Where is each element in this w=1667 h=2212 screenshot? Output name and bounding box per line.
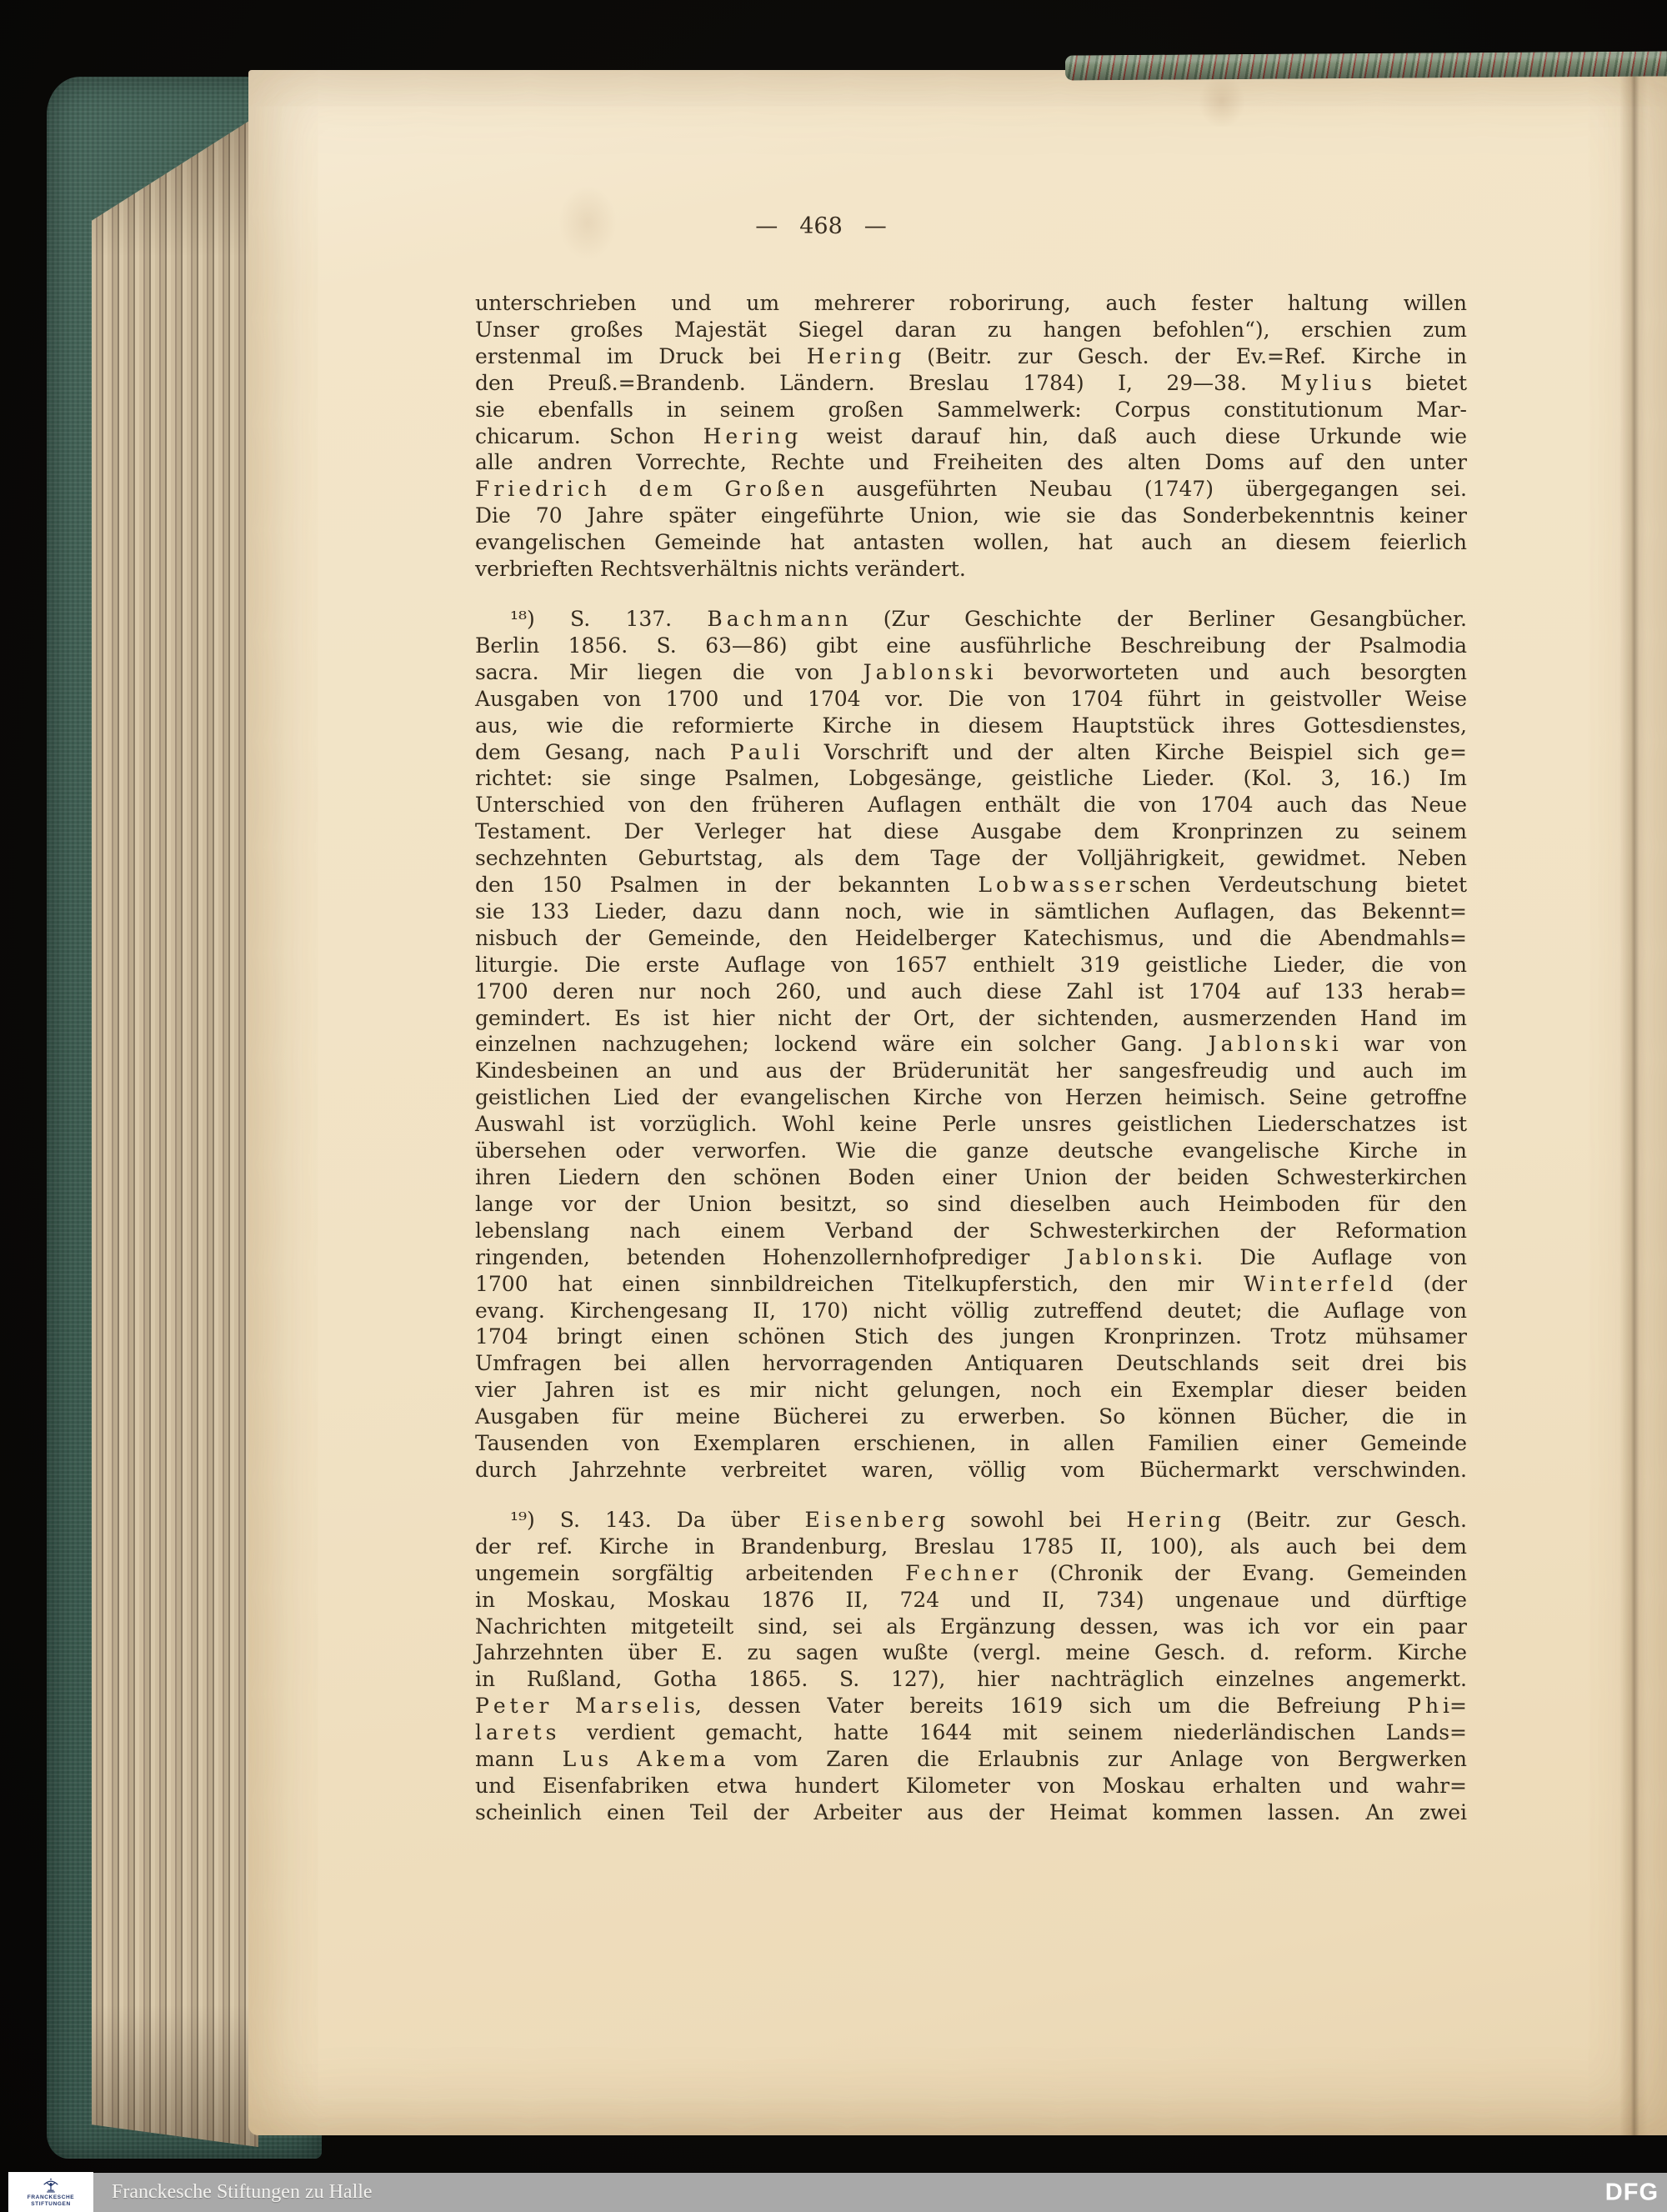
page-stack-edge bbox=[92, 115, 258, 2147]
text-line: vier Jahren ist es mir nicht gelungen, noch ein Exemplar dieser beiden bbox=[475, 1378, 1467, 1403]
scan-stain bbox=[1199, 75, 1245, 128]
text-line: durch Jahrzehnte verbreitet waren, völlig vom Büchermarkt verschwinden. bbox=[475, 1457, 1467, 1482]
text-line: Tausenden von Exemplaren erschienen, in allen Familien einer Gemeinde bbox=[475, 1431, 1467, 1456]
text-line: aus, wie die reformierte Kirche in diesem Hauptstück ihres Gottesdienstes, bbox=[475, 713, 1467, 738]
text-line: 1700 hat einen sinnbildreichen Titelkupferstich, den mir W i n t e r f e l d (der bbox=[475, 1271, 1467, 1296]
text-line: sie 133 Lieder, dazu dann noch, wie in sämtlichen Auflagen, das Bekennt= bbox=[475, 898, 1467, 923]
page-number: 468 bbox=[799, 213, 843, 239]
institution-logo-text-line1: FRANCKESCHE bbox=[27, 2194, 75, 2200]
institution-name: Franckesche Stiftungen zu Halle bbox=[112, 2181, 373, 2203]
text-line: Auswahl ist vorzüglich. Wohl keine Perle unsres geistlichen Liederschatzes ist bbox=[475, 1112, 1467, 1137]
text-line: sechzehnten Geburtstag, als dem Tage der Volljährigkeit, gewidmet. Neben bbox=[475, 846, 1467, 871]
page-gutter-crease bbox=[1619, 70, 1648, 2135]
text-line: ungemein sorgfältig arbeitenden F e c h n e r (Chronik der Evang. Gemeinden bbox=[475, 1560, 1467, 1585]
text-line: evangelischen Gemeinde hat antasten wollen, hat auch an diesem feierlich bbox=[475, 530, 1467, 555]
text-line: geistlichen Lied der evangelischen Kirche von Herzen heimisch. Seine getroffne bbox=[475, 1085, 1467, 1110]
text-line: Unterschied von den früheren Auflagen enthält die von 1704 auch das Neue bbox=[475, 793, 1467, 818]
text-line: evang. Kirchengesang II, 170) nicht völlig zutreffend deutet; die Auflage von bbox=[475, 1298, 1467, 1323]
text-line: den 150 Psalmen in der bekannten L o b w a s s e r schen Verdeutschung bietet bbox=[475, 873, 1467, 898]
text-line: P e t e r M a r s e l i s, dessen Vater bereits 1619 sich um die Befreiung P h i= bbox=[475, 1694, 1467, 1719]
institution-logo-text-line2: STIFTUNGEN bbox=[31, 2201, 71, 2207]
text-line: chicarum. Schon H e r i n g weist darauf hin, daß auch diese Urkunde wie bbox=[475, 423, 1467, 448]
text-line: mann L u s A k e m a vom Zaren die Erlaubnis zur Anlage von Bergwerken bbox=[475, 1747, 1467, 1772]
text-line: einzelnen nachzugehen; lockend wäre ein solcher Gang. J a b l o n s k i war von bbox=[475, 1032, 1467, 1057]
footnote-17-continuation bbox=[475, 290, 1467, 583]
text-line: und Eisenfabriken etwa hundert Kilometer von Moskau erhalten und wahr= bbox=[475, 1773, 1467, 1798]
text-line: Nachrichten mitgeteilt sind, sei als Ergänzung dessen, was ich vor ein paar bbox=[475, 1614, 1467, 1639]
text-line: dem Gesang, nach P a u l i Vorschrift und der alten Kirche Beispiel sich ge= bbox=[475, 739, 1467, 764]
text-line: Ausgaben für meine Bücherei zu erwerben. So können Bücher, die in bbox=[475, 1404, 1467, 1429]
institution-logo[interactable] bbox=[8, 2172, 93, 2212]
text-line: ¹⁸) S. 137. B a c h m a n n (Zur Geschichte der Berliner Gesangbücher. bbox=[510, 606, 1467, 631]
text-line: Ausgaben von 1700 und 1704 vor. Die von 1704 führt in geistvoller Weise bbox=[475, 686, 1467, 711]
text-line: l a r e t s verdient gemacht, hatte 1644 mit seinem niederländischen Lands= bbox=[475, 1720, 1467, 1745]
text-line: lebenslang nach einem Verband der Schwesterkirchen der Reformation bbox=[475, 1218, 1467, 1243]
text-line: nisbuch der Gemeinde, den Heidelberger Katechismus, und die Abendmahls= bbox=[475, 925, 1467, 950]
text-line: sie ebenfalls in seinem großen Sammelwerk: Corpus constitutionum Mar- bbox=[475, 397, 1467, 422]
text-line: in Moskau, Moskau 1876 II, 724 und II, 734) ungenaue und dürftige bbox=[475, 1587, 1467, 1612]
text-line: Jahrzehnten über E. zu sagen wußte (vergl. meine Gesch. d. reform. Kirche bbox=[475, 1640, 1467, 1665]
book-headband bbox=[1065, 51, 1667, 80]
page-header-dash-right: — bbox=[864, 213, 887, 239]
text-line: ¹⁹) S. 143. Da über E i s e n b e r g sowohl bei H e r i n g (Beitr. zur Gesch. bbox=[510, 1507, 1467, 1532]
text-line: 1700 deren nur noch 260, und auch diese Zahl ist 1704 auf 133 herab= bbox=[475, 978, 1467, 1003]
footnote-18 bbox=[475, 606, 1467, 1484]
text-line: sacra. Mir liegen die von J a b l o n s k i bevorworteten und auch besorgten bbox=[475, 659, 1467, 684]
text-line: den Preuß.=Brandenb. Ländern. Breslau 1784) I, 29—38. M y l i u s bietet bbox=[475, 370, 1467, 395]
text-line: unterschrieben und um mehrerer roborirung, auch fester haltung willen bbox=[475, 291, 1467, 315]
text-line: in Rußland, Gotha 1865. S. 127), hier nachträglich einzelnes angemerkt. bbox=[475, 1667, 1467, 1692]
text-line: übersehen oder verworfen. Wie die ganze deutsche evangelische Kirche in bbox=[475, 1139, 1467, 1164]
text-line: ihren Liedern den schönen Boden einer Union der beiden Schwesterkirchen bbox=[475, 1165, 1467, 1189]
text-line: Unser großes Majestät Siegel daran zu hangen befohlen“), erschien zum bbox=[475, 317, 1467, 342]
text-line: alle andren Vorrechte, Rechte und Freiheiten des alten Doms auf den unter bbox=[475, 450, 1467, 475]
text-line: gemindert. Es ist hier nicht der Ort, der sichtenden, ausmerzenden Hand im bbox=[475, 1005, 1467, 1030]
text-line: F r i e d r i c h d e m G r o ß e n ausgeführten Neubau (1747) übergegangen sei. bbox=[475, 477, 1467, 502]
text-line: der ref. Kirche in Brandenburg, Breslau 1785 II, 100), als auch bei dem bbox=[475, 1534, 1467, 1559]
footnote-19 bbox=[475, 1507, 1467, 1826]
text-block bbox=[475, 290, 1467, 1826]
text-line: richtet: sie singe Psalmen, Lobgesänge, geistliche Lieder. (Kol. 3, 16.) Im bbox=[475, 766, 1467, 791]
text-line: lange vor der Union besitzt, so sind dieselben auch Heimboden für den bbox=[475, 1191, 1467, 1216]
text-line: Die 70 Jahre später eingeführte Union, wie sie das Sonderbekenntnis keiner bbox=[475, 503, 1467, 528]
dfg-logo[interactable]: DFG bbox=[1604, 2179, 1659, 2205]
text-line: 1704 bringt einen schönen Stich des jungen Kronprinzen. Trotz mühsamer bbox=[475, 1324, 1467, 1349]
text-line: verbrieften Rechtsverhältnis nichts verändert. bbox=[475, 557, 966, 582]
text-line: erstenmal im Druck bei H e r i n g (Beitr. zur Gesch. der Ev.=Ref. Kirche in bbox=[475, 343, 1467, 368]
francke-emblem-icon bbox=[42, 2177, 60, 2194]
page-header bbox=[571, 213, 1071, 240]
text-line: scheinlich einen Teil der Arbeiter aus der Heimat kommen lassen. An zwei bbox=[475, 1799, 1467, 1824]
text-line: Testament. Der Verleger hat diese Ausgabe dem Kronprinzen zu seinem bbox=[475, 819, 1467, 844]
text-line: ringenden, betenden Hohenzollernhofprediger J a b l o n s k i. Die Auflage von bbox=[475, 1244, 1467, 1269]
text-line: Berlin 1856. S. 63—86) gibt eine ausführliche Beschreibung der Psalmodia bbox=[475, 633, 1467, 658]
text-line: liturgie. Die erste Auflage von 1657 enthielt 319 geistliche Lieder, die von bbox=[475, 952, 1467, 977]
book-page-scan bbox=[248, 70, 1667, 2135]
page-header-dash-left: — bbox=[755, 213, 778, 239]
text-line: Umfragen bei allen hervorragenden Antiquaren Deutschlands seit drei bis bbox=[475, 1351, 1467, 1376]
text-line: Kindesbeinen an und aus der Brüderunität her sangesfreudig und auch im bbox=[475, 1058, 1467, 1083]
